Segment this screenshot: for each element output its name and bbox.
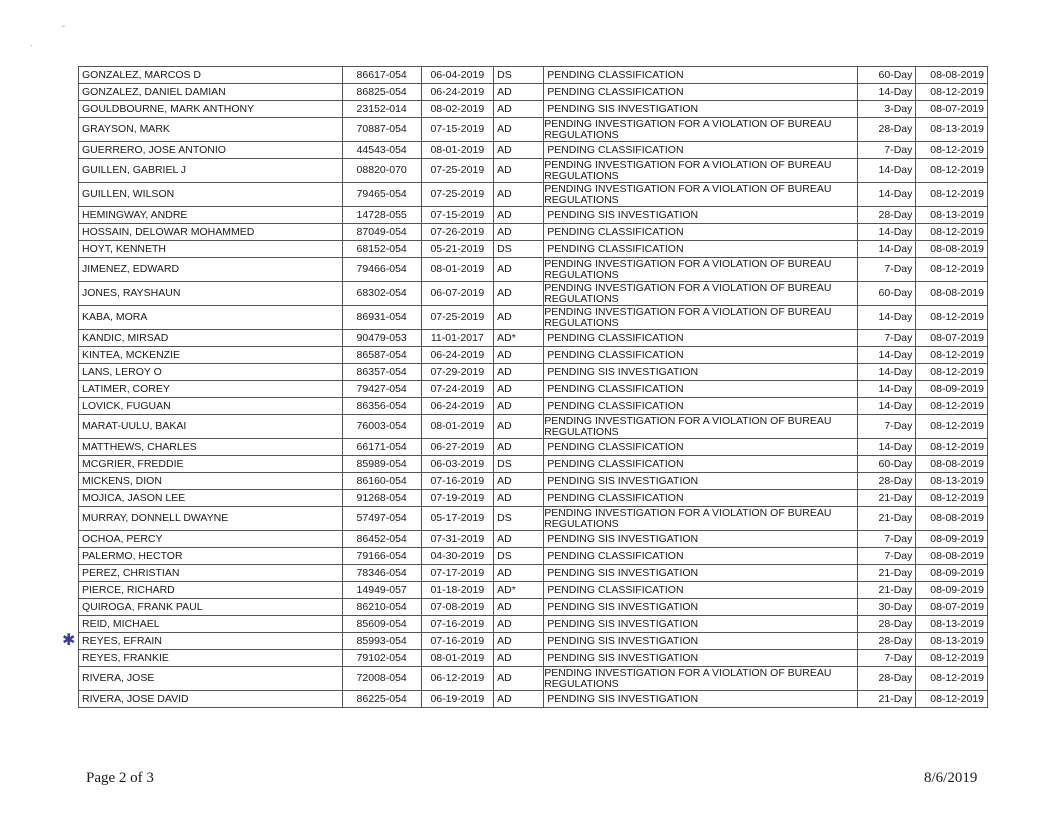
status-code: DS xyxy=(494,507,544,531)
review-date: 08-09-2019 xyxy=(916,565,988,582)
review-date: 08-07-2019 xyxy=(916,599,988,616)
review-date: 08-12-2019 xyxy=(916,183,988,207)
table-row xyxy=(79,364,988,381)
status-code: AD* xyxy=(494,330,544,347)
placement-date: 06-19-2019 xyxy=(421,691,494,708)
placement-date: 07-25-2019 xyxy=(421,159,494,183)
register-number: 23152-014 xyxy=(342,101,421,118)
review-length: 60-Day xyxy=(858,282,916,306)
inmate-name: GUILLEN, WILSON xyxy=(79,183,343,207)
placement-reason: PENDING SIS INVESTIGATION xyxy=(544,616,858,633)
table-row xyxy=(79,616,988,633)
status-code: DS xyxy=(494,456,544,473)
status-code: AD xyxy=(494,282,544,306)
placement-reason: PENDING INVESTIGATION FOR A VIOLATION OF BUREAU REGULATIONS xyxy=(544,415,858,439)
register-number: 79166-054 xyxy=(342,548,421,565)
status-code: AD xyxy=(494,415,544,439)
review-length: 28-Day xyxy=(858,633,916,650)
placement-reason: PENDING INVESTIGATION FOR A VIOLATION OF BUREAU REGULATIONS xyxy=(544,306,858,330)
register-number: 79466-054 xyxy=(342,258,421,282)
placement-date: 04-30-2019 xyxy=(421,548,494,565)
placement-date: 06-03-2019 xyxy=(421,456,494,473)
placement-date: 07-29-2019 xyxy=(421,364,494,381)
placement-date: 07-17-2019 xyxy=(421,565,494,582)
placement-reason: PENDING SIS INVESTIGATION xyxy=(544,691,858,708)
placement-reason: PENDING SIS INVESTIGATION xyxy=(544,473,858,490)
status-code: AD xyxy=(494,439,544,456)
table-row xyxy=(79,548,988,565)
review-length: 28-Day xyxy=(858,616,916,633)
table-row xyxy=(79,650,988,667)
table-row xyxy=(79,490,988,507)
placement-date: 07-15-2019 xyxy=(421,207,494,224)
table-row xyxy=(79,691,988,708)
review-length: 60-Day xyxy=(858,67,916,84)
register-number: 68152-054 xyxy=(342,241,421,258)
placement-reason: PENDING SIS INVESTIGATION xyxy=(544,599,858,616)
register-number: 57497-054 xyxy=(342,507,421,531)
placement-date: 07-26-2019 xyxy=(421,224,494,241)
status-code: AD xyxy=(494,667,544,691)
review-date: 08-08-2019 xyxy=(916,241,988,258)
placement-date: 11-01-2017 xyxy=(421,330,494,347)
status-code: AD xyxy=(494,142,544,159)
placement-date: 07-31-2019 xyxy=(421,531,494,548)
placement-date: 08-02-2019 xyxy=(421,101,494,118)
review-length: 21-Day xyxy=(858,582,916,599)
inmate-name: GOULDBOURNE, MARK ANTHONY xyxy=(79,101,343,118)
placement-reason: PENDING CLASSIFICATION xyxy=(544,582,858,599)
review-date: 08-13-2019 xyxy=(916,616,988,633)
review-length: 21-Day xyxy=(858,490,916,507)
placement-date: 07-24-2019 xyxy=(421,381,494,398)
placement-reason: PENDING CLASSIFICATION xyxy=(544,548,858,565)
status-code: AD xyxy=(494,381,544,398)
table-row xyxy=(79,142,988,159)
table-row xyxy=(79,398,988,415)
register-number: 68302-054 xyxy=(342,282,421,306)
placement-reason: PENDING CLASSIFICATION xyxy=(544,241,858,258)
review-length: 14-Day xyxy=(858,364,916,381)
review-date: 08-07-2019 xyxy=(916,101,988,118)
register-number: 90479-053 xyxy=(342,330,421,347)
inmate-name: QUIROGA, FRANK PAUL xyxy=(79,599,343,616)
placement-date: 07-16-2019 xyxy=(421,616,494,633)
table-row xyxy=(79,224,988,241)
placement-date: 07-25-2019 xyxy=(421,183,494,207)
inmate-name: REYES, EFRAIN xyxy=(79,633,343,650)
placement-date: 01-18-2019 xyxy=(421,582,494,599)
placement-date: 07-16-2019 xyxy=(421,633,494,650)
placement-reason: PENDING INVESTIGATION FOR A VIOLATION OF BUREAU REGULATIONS xyxy=(544,667,858,691)
status-code: AD* xyxy=(494,582,544,599)
review-date: 08-12-2019 xyxy=(916,159,988,183)
register-number: 76003-054 xyxy=(342,415,421,439)
status-code: AD xyxy=(494,691,544,708)
review-date: 08-12-2019 xyxy=(916,258,988,282)
inmate-name: MOJICA, JASON LEE xyxy=(79,490,343,507)
status-code: AD xyxy=(494,347,544,364)
status-code: AD xyxy=(494,633,544,650)
placement-date: 08-01-2019 xyxy=(421,415,494,439)
inmate-name: RIVERA, JOSE DAVID xyxy=(79,691,343,708)
table-row xyxy=(79,159,988,183)
register-number: 79102-054 xyxy=(342,650,421,667)
status-code: AD xyxy=(494,258,544,282)
review-length: 28-Day xyxy=(858,667,916,691)
table-row xyxy=(79,67,988,84)
placement-date: 07-25-2019 xyxy=(421,306,494,330)
register-number: 91268-054 xyxy=(342,490,421,507)
review-date: 08-08-2019 xyxy=(916,507,988,531)
roster-body xyxy=(79,67,988,708)
review-date: 08-12-2019 xyxy=(916,650,988,667)
inmate-name: KABA, MORA xyxy=(79,306,343,330)
placement-reason: PENDING CLASSIFICATION xyxy=(544,439,858,456)
status-code: AD xyxy=(494,473,544,490)
review-date: 08-12-2019 xyxy=(916,667,988,691)
placement-reason: PENDING CLASSIFICATION xyxy=(544,347,858,364)
review-date: 08-12-2019 xyxy=(916,306,988,330)
review-date: 08-12-2019 xyxy=(916,415,988,439)
review-length: 21-Day xyxy=(858,691,916,708)
review-length: 14-Day xyxy=(858,347,916,364)
register-number: 86587-054 xyxy=(342,347,421,364)
inmate-name: PIERCE, RICHARD xyxy=(79,582,343,599)
placement-reason: PENDING INVESTIGATION FOR A VIOLATION OF BUREAU REGULATIONS xyxy=(544,507,858,531)
placement-reason: PENDING INVESTIGATION FOR A VIOLATION OF BUREAU REGULATIONS xyxy=(544,118,858,142)
table-row xyxy=(79,531,988,548)
table-row xyxy=(79,381,988,398)
register-number: 78346-054 xyxy=(342,565,421,582)
review-date: 08-13-2019 xyxy=(916,473,988,490)
placement-date: 06-12-2019 xyxy=(421,667,494,691)
placement-reason: PENDING CLASSIFICATION xyxy=(544,330,858,347)
register-number: 86931-054 xyxy=(342,306,421,330)
inmate-name: OCHOA, PERCY xyxy=(79,531,343,548)
inmate-name: GONZALEZ, MARCOS D xyxy=(79,67,343,84)
register-number: 79465-054 xyxy=(342,183,421,207)
review-date: 08-08-2019 xyxy=(916,282,988,306)
placement-reason: PENDING SIS INVESTIGATION xyxy=(544,650,858,667)
review-date: 08-09-2019 xyxy=(916,582,988,599)
review-date: 08-12-2019 xyxy=(916,691,988,708)
placement-reason: PENDING CLASSIFICATION xyxy=(544,84,858,101)
status-code: AD xyxy=(494,159,544,183)
table-row xyxy=(79,282,988,306)
placement-date: 07-19-2019 xyxy=(421,490,494,507)
review-length: 7-Day xyxy=(858,531,916,548)
placement-date: 08-01-2019 xyxy=(421,258,494,282)
register-number: 85989-054 xyxy=(342,456,421,473)
table-row xyxy=(79,633,988,650)
register-number: 86452-054 xyxy=(342,531,421,548)
status-code: DS xyxy=(494,241,544,258)
inmate-name: PEREZ, CHRISTIAN xyxy=(79,565,343,582)
register-number: 14728-055 xyxy=(342,207,421,224)
status-code: AD xyxy=(494,490,544,507)
table-row xyxy=(79,241,988,258)
placement-reason: PENDING SIS INVESTIGATION xyxy=(544,207,858,224)
review-length: 14-Day xyxy=(858,306,916,330)
status-code: DS xyxy=(494,67,544,84)
review-date: 08-12-2019 xyxy=(916,439,988,456)
review-length: 7-Day xyxy=(858,330,916,347)
placement-reason: PENDING INVESTIGATION FOR A VIOLATION OF BUREAU REGULATIONS xyxy=(544,282,858,306)
review-date: 08-13-2019 xyxy=(916,207,988,224)
register-number: 87049-054 xyxy=(342,224,421,241)
review-date: 08-08-2019 xyxy=(916,67,988,84)
status-code: AD xyxy=(494,531,544,548)
review-date: 08-07-2019 xyxy=(916,330,988,347)
register-number: 14949-057 xyxy=(342,582,421,599)
review-date: 08-12-2019 xyxy=(916,364,988,381)
review-length: 14-Day xyxy=(858,241,916,258)
inmate-name: MICKENS, DION xyxy=(79,473,343,490)
status-code: AD xyxy=(494,224,544,241)
table-row xyxy=(79,599,988,616)
review-date: 08-08-2019 xyxy=(916,548,988,565)
review-date: 08-12-2019 xyxy=(916,84,988,101)
placement-date: 08-01-2019 xyxy=(421,650,494,667)
review-length: 14-Day xyxy=(858,84,916,101)
review-date: 08-12-2019 xyxy=(916,398,988,415)
inmate-name: MARAT-UULU, BAKAI xyxy=(79,415,343,439)
table-row xyxy=(79,347,988,364)
placement-reason: PENDING CLASSIFICATION xyxy=(544,490,858,507)
report-date: 8/6/2019 xyxy=(924,770,978,786)
status-code: AD xyxy=(494,599,544,616)
review-length: 21-Day xyxy=(858,507,916,531)
review-date: 08-09-2019 xyxy=(916,381,988,398)
status-code: AD xyxy=(494,183,544,207)
table-row xyxy=(79,183,988,207)
inmate-name: HEMINGWAY, ANDRE xyxy=(79,207,343,224)
inmate-name: GUERRERO, JOSE ANTONIO xyxy=(79,142,343,159)
placement-date: 06-24-2019 xyxy=(421,347,494,364)
inmate-name: PALERMO, HECTOR xyxy=(79,548,343,565)
placement-reason: PENDING CLASSIFICATION xyxy=(544,398,858,415)
inmate-name: JONES, RAYSHAUN xyxy=(79,282,343,306)
register-number: 85609-054 xyxy=(342,616,421,633)
status-code: AD xyxy=(494,565,544,582)
scan-speck: · xyxy=(30,40,33,50)
placement-reason: PENDING CLASSIFICATION xyxy=(544,142,858,159)
inmate-name: LATIMER, COREY xyxy=(79,381,343,398)
table-row xyxy=(79,565,988,582)
status-code: AD xyxy=(494,207,544,224)
placement-reason: PENDING CLASSIFICATION xyxy=(544,456,858,473)
register-number: 86356-054 xyxy=(342,398,421,415)
table-row xyxy=(79,101,988,118)
register-number: 08820-070 xyxy=(342,159,421,183)
status-code: AD xyxy=(494,650,544,667)
placement-reason: PENDING CLASSIFICATION xyxy=(544,381,858,398)
status-code: AD xyxy=(494,616,544,633)
review-length: 3-Day xyxy=(858,101,916,118)
placement-reason: PENDING INVESTIGATION FOR A VIOLATION OF BUREAU REGULATIONS xyxy=(544,183,858,207)
review-length: 7-Day xyxy=(858,415,916,439)
register-number: 70887-054 xyxy=(342,118,421,142)
inmate-name: HOSSAIN, DELOWAR MOHAMMED xyxy=(79,224,343,241)
placement-date: 06-27-2019 xyxy=(421,439,494,456)
register-number: 86617-054 xyxy=(342,67,421,84)
review-length: 28-Day xyxy=(858,473,916,490)
review-date: 08-12-2019 xyxy=(916,142,988,159)
inmate-name: LANS, LEROY O xyxy=(79,364,343,381)
table-row xyxy=(79,473,988,490)
table-row xyxy=(79,330,988,347)
review-length: 30-Day xyxy=(858,599,916,616)
review-length: 7-Day xyxy=(858,142,916,159)
placement-date: 06-24-2019 xyxy=(421,398,494,415)
review-length: 7-Day xyxy=(858,650,916,667)
inmate-name: KANDIC, MIRSAD xyxy=(79,330,343,347)
inmate-name: REYES, FRANKIE xyxy=(79,650,343,667)
review-date: 08-08-2019 xyxy=(916,456,988,473)
inmate-name: MURRAY, DONNELL DWAYNE xyxy=(79,507,343,531)
review-length: 14-Day xyxy=(858,439,916,456)
status-code: AD xyxy=(494,398,544,415)
review-length: 14-Day xyxy=(858,159,916,183)
placement-date: 06-24-2019 xyxy=(421,84,494,101)
register-number: 85993-054 xyxy=(342,633,421,650)
placement-reason: PENDING CLASSIFICATION xyxy=(544,67,858,84)
table-row xyxy=(79,84,988,101)
table-row xyxy=(79,439,988,456)
inmate-name: GUILLEN, GABRIEL J xyxy=(79,159,343,183)
review-length: 14-Day xyxy=(858,183,916,207)
register-number: 72008-054 xyxy=(342,667,421,691)
inmate-name: GONZALEZ, DANIEL DAMIAN xyxy=(79,84,343,101)
placement-reason: PENDING SIS INVESTIGATION xyxy=(544,101,858,118)
placement-reason: PENDING SIS INVESTIGATION xyxy=(544,565,858,582)
status-code: AD xyxy=(494,364,544,381)
review-length: 21-Day xyxy=(858,565,916,582)
review-length: 60-Day xyxy=(858,456,916,473)
inmate-name: JIMENEZ, EDWARD xyxy=(79,258,343,282)
placement-reason: PENDING SIS INVESTIGATION xyxy=(544,633,858,650)
register-number: 66171-054 xyxy=(342,439,421,456)
table-row xyxy=(79,415,988,439)
table-row xyxy=(79,258,988,282)
placement-date: 08-01-2019 xyxy=(421,142,494,159)
placement-date: 06-04-2019 xyxy=(421,67,494,84)
review-length: 14-Day xyxy=(858,381,916,398)
placement-date: 07-16-2019 xyxy=(421,473,494,490)
status-code: AD xyxy=(494,101,544,118)
table-row xyxy=(79,507,988,531)
placement-reason: PENDING INVESTIGATION FOR A VIOLATION OF BUREAU REGULATIONS xyxy=(544,258,858,282)
register-number: 86825-054 xyxy=(342,84,421,101)
status-code: AD xyxy=(494,84,544,101)
placement-reason: PENDING SIS INVESTIGATION xyxy=(544,364,858,381)
review-date: 08-12-2019 xyxy=(916,347,988,364)
status-code: DS xyxy=(494,548,544,565)
detention-roster-table xyxy=(78,66,988,708)
status-code: AD xyxy=(494,118,544,142)
placement-reason: PENDING INVESTIGATION FOR A VIOLATION OF BUREAU REGULATIONS xyxy=(544,159,858,183)
table-row xyxy=(79,306,988,330)
review-date: 08-12-2019 xyxy=(916,224,988,241)
inmate-name: REID, MICHAEL xyxy=(79,616,343,633)
inmate-name: KINTEA, MCKENZIE xyxy=(79,347,343,364)
inmate-name: MATTHEWS, CHARLES xyxy=(79,439,343,456)
inmate-name: HOYT, KENNETH xyxy=(79,241,343,258)
review-length: 28-Day xyxy=(858,207,916,224)
table-row xyxy=(79,207,988,224)
review-length: 7-Day xyxy=(858,258,916,282)
register-number: 86160-054 xyxy=(342,473,421,490)
register-number: 86225-054 xyxy=(342,691,421,708)
review-length: 28-Day xyxy=(858,118,916,142)
table-row xyxy=(79,667,988,691)
register-number: 86210-054 xyxy=(342,599,421,616)
review-date: 08-13-2019 xyxy=(916,633,988,650)
placement-date: 06-07-2019 xyxy=(421,282,494,306)
page-number: Page 2 of 3 xyxy=(86,770,154,786)
placement-reason: PENDING CLASSIFICATION xyxy=(544,224,858,241)
inmate-name: MCGRIER, FREDDIE xyxy=(79,456,343,473)
status-code: AD xyxy=(494,306,544,330)
review-length: 7-Day xyxy=(858,548,916,565)
placement-date: 05-21-2019 xyxy=(421,241,494,258)
review-length: 14-Day xyxy=(858,398,916,415)
review-date: 08-13-2019 xyxy=(916,118,988,142)
scan-speck: ˜ xyxy=(62,24,65,34)
placement-reason: PENDING SIS INVESTIGATION xyxy=(544,531,858,548)
placement-date: 07-08-2019 xyxy=(421,599,494,616)
inmate-name: GRAYSON, MARK xyxy=(79,118,343,142)
inmate-name: RIVERA, JOSE xyxy=(79,667,343,691)
handwritten-asterisk-icon: ✱ xyxy=(62,632,76,649)
placement-date: 05-17-2019 xyxy=(421,507,494,531)
inmate-name: LOVICK, FUGUAN xyxy=(79,398,343,415)
table-row xyxy=(79,118,988,142)
review-date: 08-09-2019 xyxy=(916,531,988,548)
register-number: 44543-054 xyxy=(342,142,421,159)
review-length: 14-Day xyxy=(858,224,916,241)
table-row xyxy=(79,582,988,599)
register-number: 79427-054 xyxy=(342,381,421,398)
register-number: 86357-054 xyxy=(342,364,421,381)
placement-date: 07-15-2019 xyxy=(421,118,494,142)
review-date: 08-12-2019 xyxy=(916,490,988,507)
table-row xyxy=(79,456,988,473)
